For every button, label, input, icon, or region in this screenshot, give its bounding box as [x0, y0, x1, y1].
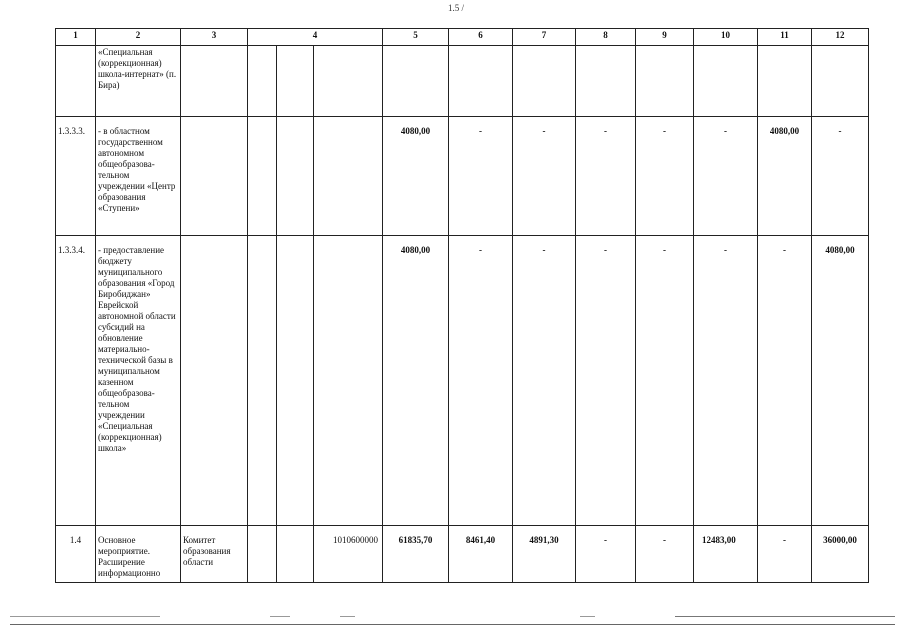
row-id: 1.3.3.3. [56, 117, 96, 236]
cell-11: 4080,00 [758, 117, 812, 236]
row-executor [181, 236, 248, 526]
cell-10 [694, 46, 758, 117]
cell-5: 61835,70 [383, 526, 449, 583]
cell-6 [449, 46, 513, 117]
cell-9: - [636, 236, 694, 526]
cell-10: - [694, 236, 758, 526]
row-name: Основное мероприятие. Расширение информационно [96, 526, 181, 583]
header-cell: 1 [56, 29, 96, 46]
cell-11: - [758, 236, 812, 526]
header-cell: 6 [449, 29, 513, 46]
empty-cell [277, 46, 314, 117]
row-code [314, 236, 383, 526]
header-cell: 9 [636, 29, 694, 46]
cell-7: - [513, 117, 576, 236]
table-row [56, 46, 869, 117]
empty-cell [248, 117, 277, 236]
cell-6: 8461,40 [449, 526, 513, 583]
scan-line [10, 616, 160, 617]
row-code [314, 46, 383, 117]
cell-12: - [812, 117, 869, 236]
header-cell: 12 [812, 29, 869, 46]
cell-12 [812, 46, 869, 117]
row-code: 1010600000 [314, 526, 383, 583]
table-row [56, 117, 869, 236]
scan-line [270, 616, 290, 617]
cell-9: - [636, 526, 694, 583]
cell-11 [758, 46, 812, 117]
table-row [56, 526, 869, 583]
cell-7: - [513, 236, 576, 526]
cell-7: 4891,30 [513, 526, 576, 583]
empty-cell [277, 236, 314, 526]
cell-8: - [576, 117, 636, 236]
empty-cell [277, 117, 314, 236]
row-id: 1.4 [56, 526, 96, 583]
row-executor [181, 46, 248, 117]
cell-9 [636, 46, 694, 117]
cell-6: - [449, 117, 513, 236]
empty-cell [277, 526, 314, 583]
cell-5 [383, 46, 449, 117]
page-number: 1.5 / [448, 3, 465, 13]
row-name: - предоставление бюджету муниципального образования «Город Биробиджан» Еврейской автономной области субсидий на обновление материально-технической базы в муниципальном казенном общеобразова-тельном учреждении «Специальная (коррекционная) школа» [96, 236, 181, 526]
row-executor: Комитет образования области [181, 526, 248, 583]
header-row [56, 29, 869, 46]
header-cell: 11 [758, 29, 812, 46]
scan-line [10, 624, 895, 625]
cell-11: - [758, 526, 812, 583]
budget-table [55, 28, 869, 583]
row-code [314, 117, 383, 236]
scan-line [580, 616, 595, 617]
empty-cell [248, 46, 277, 117]
row-executor [181, 117, 248, 236]
cell-10: - [694, 117, 758, 236]
cell-5: 4080,00 [383, 236, 449, 526]
header-cell: 2 [96, 29, 181, 46]
header-cell: 7 [513, 29, 576, 46]
header-cell: 3 [181, 29, 248, 46]
cell-9: - [636, 117, 694, 236]
table-row [56, 236, 869, 526]
scan-line [340, 616, 355, 617]
header-cell: 4 [248, 29, 383, 46]
header-cell: 8 [576, 29, 636, 46]
cell-12: 4080,00 [812, 236, 869, 526]
row-id [56, 46, 96, 117]
cell-6: - [449, 236, 513, 526]
cell-10: 12483,00 [694, 526, 758, 583]
cell-8: - [576, 236, 636, 526]
header-cell: 10 [694, 29, 758, 46]
cell-8: - [576, 526, 636, 583]
scan-line [675, 616, 895, 617]
cell-5: 4080,00 [383, 117, 449, 236]
row-name: - в областном государственном автономном общеобразова-тельном учреждении «Центр образования «Ступени» [96, 117, 181, 236]
row-id: 1.3.3.4. [56, 236, 96, 526]
cell-12: 36000,00 [812, 526, 869, 583]
empty-cell [248, 236, 277, 526]
header-cell: 5 [383, 29, 449, 46]
empty-cell [248, 526, 277, 583]
cell-7 [513, 46, 576, 117]
cell-8 [576, 46, 636, 117]
row-name: «Специальная (коррекционная) школа-интернат» (п. Бира) [96, 46, 181, 117]
